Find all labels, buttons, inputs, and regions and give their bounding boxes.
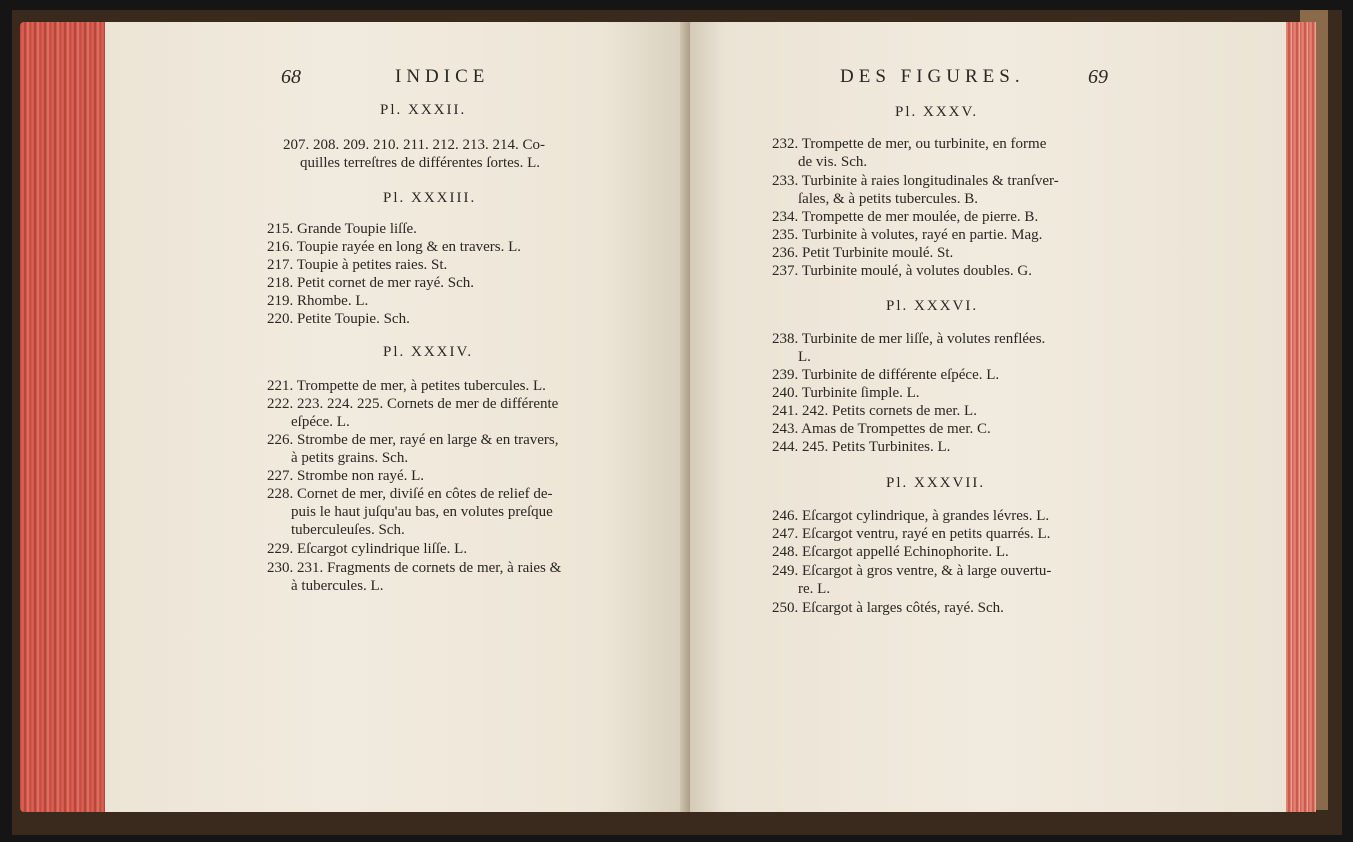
index-entry-continued: ſales, & à petits tubercules. B.: [798, 191, 978, 207]
index-entry: 207. 208. 209. 210. 211. 212. 213. 214. Co-: [283, 137, 545, 153]
index-entry: 247. Eſcargot ventru, rayé en petits quarrés. L.: [772, 526, 1051, 542]
index-entry-continued: à tubercules. L.: [291, 578, 384, 594]
plate-heading: Pl. XXXV.: [895, 104, 979, 120]
index-entry: 227. Strombe non rayé. L.: [267, 468, 425, 484]
index-entry: 239. Turbinite de différente eſpéce. L.: [772, 367, 1000, 383]
plate-heading: Pl. XXXVII.: [886, 475, 986, 491]
index-entry: 222. 223. 224. 225. Cornets de mer de différente: [267, 396, 559, 412]
plate-heading: Pl. XXXIII.: [383, 190, 477, 206]
index-entry-continued: de vis. Sch.: [798, 154, 868, 170]
index-entry: 216. Toupie rayée en long & en travers. L.: [267, 239, 522, 255]
index-entry: 230. 231. Fragments de cornets de mer, à raies &: [267, 560, 562, 576]
index-entry: 243. Amas de Trompettes de mer. C.: [772, 421, 991, 437]
page-number: 69: [1088, 66, 1108, 88]
index-entry-continued: quilles terreſtres de différentes ſortes. L.: [300, 155, 541, 171]
page-header: DES FIGURES.: [840, 66, 1025, 87]
index-entry: 229. Eſcargot cylindrique liſſe. L.: [267, 541, 468, 557]
index-entry-continued: tuberculeuſes. Sch.: [291, 522, 405, 538]
index-entry-continued: L.: [798, 349, 811, 365]
index-entry: 237. Turbinite moulé, à volutes doubles. G.: [772, 263, 1032, 279]
index-entry: 215. Grande Toupie liſſe.: [267, 221, 417, 237]
index-entry: 220. Petite Toupie. Sch.: [267, 311, 410, 327]
index-entry: 246. Eſcargot cylindrique, à grandes lévres. L.: [772, 508, 1050, 524]
plate-heading: Pl. XXXIV.: [383, 344, 474, 360]
index-entry: 217. Toupie à petites raies. St.: [267, 257, 448, 273]
index-entry: 236. Petit Turbinite moulé. St.: [772, 245, 954, 261]
page-header: INDICE: [395, 66, 490, 87]
left-page: [105, 22, 688, 812]
index-entry: 250. Eſcargot à larges côtés, rayé. Sch.: [772, 600, 1004, 616]
index-entry-continued: puis le haut juſqu'au bas, en volutes preſque: [291, 504, 553, 520]
index-entry: 235. Turbinite à volutes, rayé en partie. Mag.: [772, 227, 1043, 243]
index-entry: 226. Strombe de mer, rayé en large & en travers,: [267, 432, 559, 448]
index-entry: 240. Turbinite ſimple. L.: [772, 385, 920, 401]
index-entry: 218. Petit cornet de mer rayé. Sch.: [267, 275, 475, 291]
index-entry: 221. Trompette de mer, à petites tubercules. L.: [267, 378, 546, 394]
index-entry: 219. Rhombe. L.: [267, 293, 369, 309]
index-entry-continued: à petits grains. Sch.: [291, 450, 409, 466]
index-entry: 232. Trompette de mer, ou turbinite, en forme: [772, 136, 1047, 152]
page-number: 68: [281, 66, 301, 88]
index-entry: 249. Eſcargot à gros ventre, & à large ouvertu-: [772, 563, 1052, 579]
plate-heading: Pl. XXXII.: [380, 102, 467, 118]
index-entry: 228. Cornet de mer, diviſé en côtes de relief de-: [267, 486, 553, 502]
index-entry: 248. Eſcargot appellé Echinophorite. L.: [772, 544, 1009, 560]
index-entry-continued: eſpéce. L.: [291, 414, 350, 430]
index-entry: 241. 242. Petits cornets de mer. L.: [772, 403, 977, 419]
index-entry: 234. Trompette de mer moulée, de pierre. B.: [772, 209, 1039, 225]
index-entry-continued: re. L.: [798, 581, 831, 597]
index-entry: 233. Turbinite à raies longitudinales & tranſver-: [772, 173, 1059, 189]
index-entry: 238. Turbinite de mer liſſe, à volutes renflées.: [772, 331, 1046, 347]
index-entry: 244. 245. Petits Turbinites. L.: [772, 439, 951, 455]
plate-heading: Pl. XXXVI.: [886, 298, 979, 314]
right-page: [690, 22, 1286, 812]
